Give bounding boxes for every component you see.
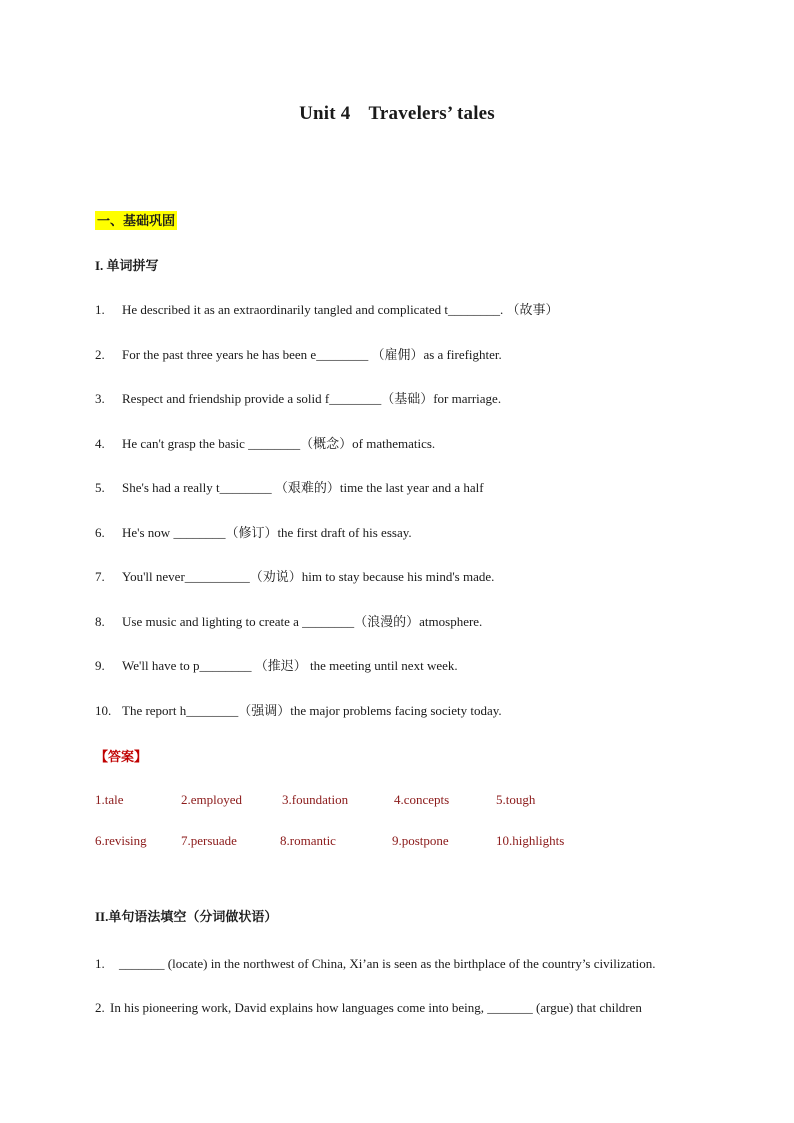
question-text: He described it as an extraordinarily tangled and complicated t________. （故事） — [122, 302, 559, 317]
question-number: 3. — [95, 391, 105, 406]
question-number: 4. — [95, 436, 105, 451]
answer-item: 3.foundation — [282, 792, 349, 807]
question-text: He can't grasp the basic ________（概念）of mathematics. — [122, 436, 436, 451]
section-heading-basic: 一、基础巩固 — [97, 213, 176, 228]
answer-item: 5.tough — [496, 792, 536, 807]
unit-name: Travelers’ tales — [368, 103, 495, 124]
question-text: In his pioneering work, David explains how languages come into being, _______ (argue) that children — [110, 1000, 642, 1015]
question-number: 2. — [95, 347, 105, 362]
grammar-question-2 — [95, 999, 642, 1016]
part2-heading: II.单句语法填空（分词做状语） — [95, 909, 278, 924]
question-5 — [95, 479, 484, 496]
question-10 — [95, 702, 502, 719]
question-8 — [95, 613, 482, 630]
question-4 — [95, 435, 435, 452]
question-text: She's had a really t________ （艰难的）time the last year and a half — [122, 480, 484, 495]
grammar-question-1 — [95, 955, 655, 972]
question-text: You'll never__________（劝说）him to stay because his mind's made. — [122, 569, 495, 584]
answer-item: 2.employed — [181, 792, 243, 807]
answer-item: 8.romantic — [280, 833, 336, 848]
question-number: 1. — [95, 956, 105, 971]
question-number: 7. — [95, 569, 105, 584]
question-2 — [95, 346, 502, 363]
question-number: 10. — [95, 703, 112, 718]
answer-item: 6.revising — [95, 833, 147, 848]
question-1 — [95, 301, 558, 318]
question-text: Respect and friendship provide a solid f________（基础）for marriage. — [122, 391, 502, 406]
answer-item: 4.concepts — [394, 792, 450, 807]
question-text: He's now ________（修订）the first draft of his essay. — [122, 525, 412, 540]
question-text: The report h________（强调）the major problems facing society today. — [122, 703, 502, 718]
question-number: 1. — [95, 302, 105, 317]
answer-item: 1.tale — [95, 792, 124, 807]
question-number: 9. — [95, 658, 105, 673]
question-number: 5. — [95, 480, 105, 495]
question-6 — [95, 524, 412, 541]
question-number: 8. — [95, 614, 105, 629]
question-number: 6. — [95, 525, 105, 540]
question-text: For the past three years he has been e________ （雇佣）as a firefighter. — [122, 347, 502, 362]
question-text: Use music and lighting to create a ________（浪漫的）atmosphere. — [122, 614, 483, 629]
question-7 — [95, 568, 494, 585]
answer-item: 7.persuade — [181, 833, 237, 848]
answer-item: 10.highlights — [496, 833, 565, 848]
question-9 — [95, 657, 458, 674]
part1-heading: I. 单词拼写 — [95, 258, 159, 273]
page-title — [0, 103, 794, 125]
question-3 — [95, 390, 501, 407]
unit-label: Unit 4 — [299, 103, 351, 124]
question-number: 2. — [95, 1000, 105, 1015]
answer-item: 9.postpone — [392, 833, 449, 848]
answer-label: 【答案】 — [95, 749, 148, 764]
question-text: _______ (locate) in the northwest of China, Xi’an is seen as the birthplace of the country’s civilization. — [119, 956, 656, 971]
question-text: We'll have to p________ （推迟） the meeting until next week. — [122, 658, 458, 673]
